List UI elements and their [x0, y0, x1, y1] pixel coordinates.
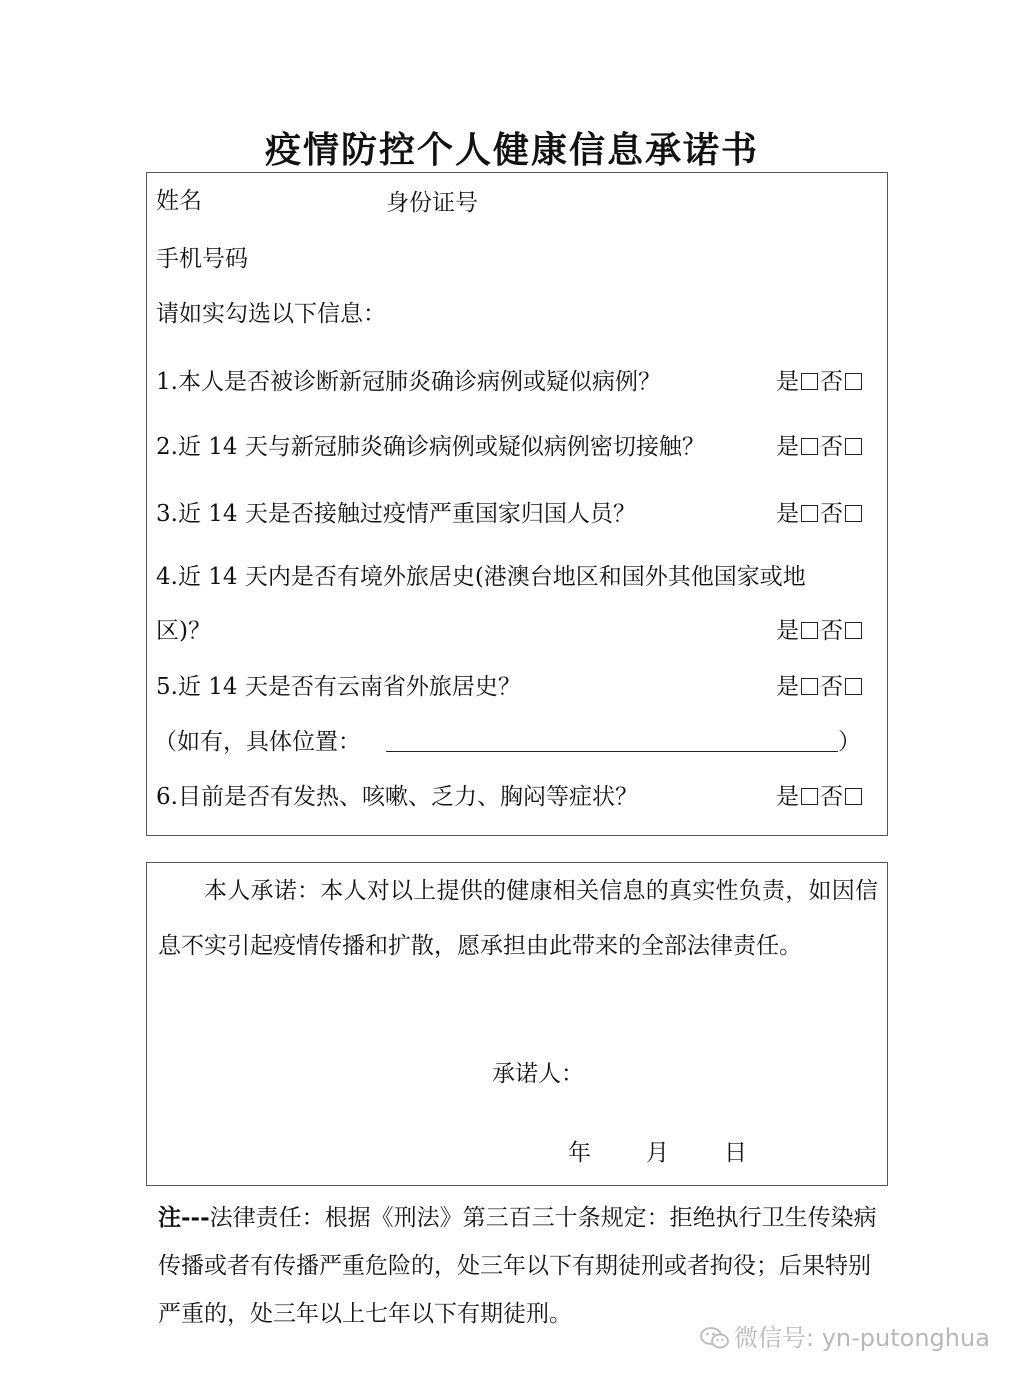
location-close-paren: ） — [838, 729, 861, 755]
no-label: 否 — [820, 784, 843, 810]
yes-checkbox[interactable] — [801, 373, 818, 390]
question-3: 3.近 14 天是否接触过疫情严重国家归国人员？ — [156, 501, 636, 527]
no-label: 否 — [820, 501, 843, 527]
no-checkbox[interactable] — [845, 678, 862, 695]
no-label: 否 — [820, 618, 843, 644]
no-checkbox[interactable] — [845, 505, 862, 522]
yes-checkbox[interactable] — [801, 438, 818, 455]
question-4-line1: 4.近 14 天内是否有境外旅居史(港澳台地区和国外其他国家或地 — [156, 564, 806, 590]
question-2: 2.近 14 天与新冠肺炎确诊病例或疑似病例密切接触？ — [156, 434, 705, 460]
pledge-text: 本人承诺：本人对以上提供的健康相关信息的真实性负责，如因信息不实引起疫情传播和扩散，愿承担由此带来的全部法律责任。 — [158, 878, 878, 959]
watermark-text: 微信号: yn-putonghua — [734, 1324, 990, 1352]
instruction-text: 请如实勾选以下信息： — [156, 301, 386, 327]
note-prefix: 注--- — [158, 1204, 210, 1231]
phone-label: 手机号码 — [156, 246, 248, 272]
answer-options-6 — [776, 786, 864, 809]
answer-options-3 — [776, 503, 864, 526]
yes-checkbox[interactable] — [801, 622, 818, 639]
yes-checkbox[interactable] — [801, 788, 818, 805]
year-label: 年 — [568, 1140, 591, 1166]
day-label: 日 — [724, 1140, 747, 1166]
no-checkbox[interactable] — [845, 373, 862, 390]
location-input-line[interactable] — [386, 751, 838, 752]
no-checkbox[interactable] — [845, 438, 862, 455]
signer-label: 承诺人： — [492, 1061, 584, 1087]
month-label: 月 — [646, 1140, 669, 1166]
no-label: 否 — [820, 674, 843, 700]
legal-note — [158, 1194, 878, 1338]
question-1: 1.本人是否被诊断新冠肺炎确诊病例或疑似病例？ — [156, 369, 661, 395]
wechat-icon — [700, 1326, 730, 1350]
question-6: 6.目前是否有发热、咳嗽、乏力、胸闷等症状？ — [156, 784, 638, 810]
yes-label: 是 — [776, 434, 799, 460]
page-title: 疫情防控个人健康信息承诺书 — [264, 130, 759, 171]
no-checkbox[interactable] — [845, 622, 862, 639]
yes-label: 是 — [776, 369, 799, 395]
no-label: 否 — [820, 434, 843, 460]
yes-label: 是 — [776, 618, 799, 644]
yes-label: 是 — [776, 784, 799, 810]
yes-checkbox[interactable] — [801, 505, 818, 522]
answer-options-4 — [776, 620, 864, 643]
note-text: 法律责任：根据《刑法》第三百三十条规定：拒绝执行卫生传染病传播或者有传播严重危险的，处三年以下有期徒刑或者拘役；后果特别严重的，处三年以上七年以下有期徒刑。 — [158, 1205, 877, 1327]
location-prompt: （如有，具体位置： — [154, 729, 361, 755]
watermark — [700, 1318, 990, 1353]
no-checkbox[interactable] — [845, 788, 862, 805]
yes-checkbox[interactable] — [801, 678, 818, 695]
id-number-label: 身份证号 — [386, 190, 478, 216]
answer-options-1 — [776, 371, 864, 394]
yes-label: 是 — [776, 501, 799, 527]
question-5: 5.近 14 天是否有云南省外旅居史？ — [156, 674, 521, 700]
question-4-line2: 区)？ — [156, 618, 211, 644]
yes-label: 是 — [776, 674, 799, 700]
answer-options-2 — [776, 436, 864, 459]
name-label: 姓名 — [156, 188, 202, 214]
no-label: 否 — [820, 369, 843, 395]
answer-options-5 — [776, 676, 864, 699]
